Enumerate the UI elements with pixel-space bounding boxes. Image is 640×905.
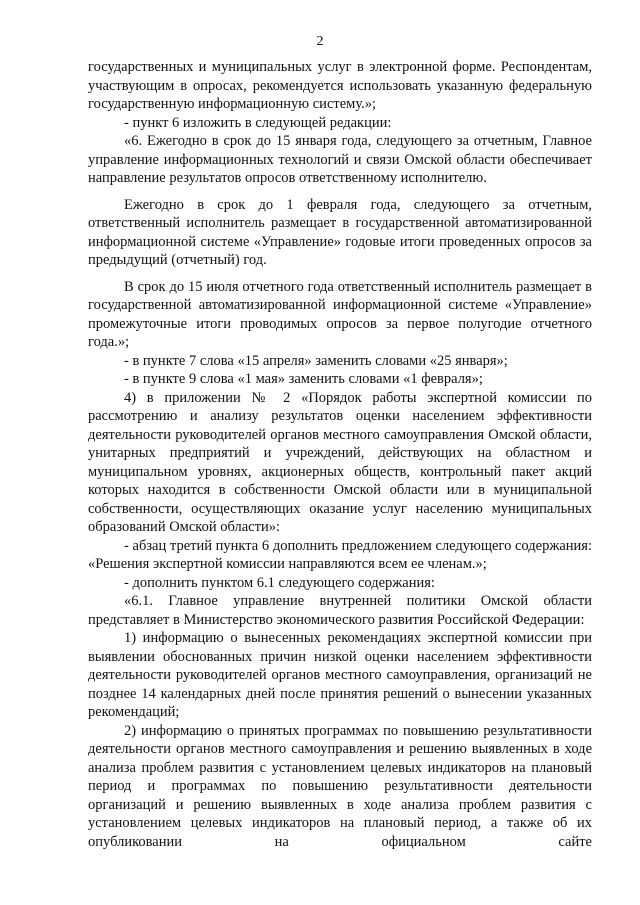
paragraph-item-6-intro: - пункт 6 изложить в следующей редакции: xyxy=(124,114,392,131)
paragraph-item-6-1: «6.1. Главное управление внутренней политики Омской области представляет в Министерство экономического развития Российской Федерации: xyxy=(88,593,592,628)
paragraph-appendix-2: 4) в приложении № 2 «Порядок работы экспертной комиссии по рассмотрению и анализу результатов оценки населением эффективности деятельности руководителей органов местного самоуправления Омской области, унитарных предприятий и учреждений, действующих на областном и муниципальном уровнях, акционерных обществ, контрольный пакет акций которых находится в собственности Омской области или в муниципальной собственности, осуществляющих оказание услуг населению муниципальных образований Омской области»: xyxy=(88,389,592,535)
paragraph-interim-results: В срок до 15 июля отчетного года ответственный исполнитель размещает в государственной автоматизированной информационной системе «Управление» промежуточные итоги проводимых опросов за первое полугодие отчетного года.»; xyxy=(88,278,592,350)
paragraph-item-6-addition: - абзац третий пункта 6 дополнить предложением следующего содержания: «Решения экспертной комиссии направляются всем ее членам.»; xyxy=(88,537,592,572)
paragraph-item-6-text: «6. Ежегодно в срок до 15 января года, следующего за отчетным, Главное управление информационных технологий и связи Омской области обеспечивает направление результатов опросов ответственному исполнителю. xyxy=(88,133,592,186)
paragraph-subitem-1: 1) информацию о вынесенных рекомендациях экспертной комиссии при выявлении обоснованных причин низкой оценки населением эффективности деятельности руководителей органов местного самоуправления, организаций не позднее 14 календарных дней после принятия решений о вынесении указанных рекомендаций; xyxy=(88,630,592,720)
page-number: 2 xyxy=(316,34,324,49)
paragraph-add-item-6-1: - дополнить пунктом 6.1 следующего содержания: xyxy=(124,574,435,591)
paragraph-subitem-2: 2) информацию о принятых программах по повышению результативности деятельности органов местного самоуправления и решению выявленных в ходе анализа проблем развития с установлением целевых индикаторов на плановый период и программах по повышению результативности деятельности организаций и решению выявленных в ходе анализа проблем развития с установлением целевых индикаторов на плановый период, а также об их опубликовании на официальном сайте xyxy=(88,722,592,850)
document-body xyxy=(88,58,592,851)
paragraph-annual-results: Ежегодно в срок до 1 февраля года, следующего за отчетным, ответственный исполнитель размещает в государственной автоматизированной информационной системе «Управление» годовые итоги проведенных опросов за предыдущий (отчетный) год. xyxy=(88,196,592,268)
paragraph-item-9-change: - в пункте 9 слова «1 мая» заменить словами «1 февраля»; xyxy=(124,371,483,387)
paragraph-continuation: государственных и муниципальных услуг в электронной форме. Респондентам, участвующим в опросах, рекомендуется использовать указанную федеральную государственную информационную систему.»; xyxy=(88,59,592,112)
paragraph-item-7-change: - в пункте 7 слова «15 апреля» заменить словами «25 января»; xyxy=(124,352,508,369)
